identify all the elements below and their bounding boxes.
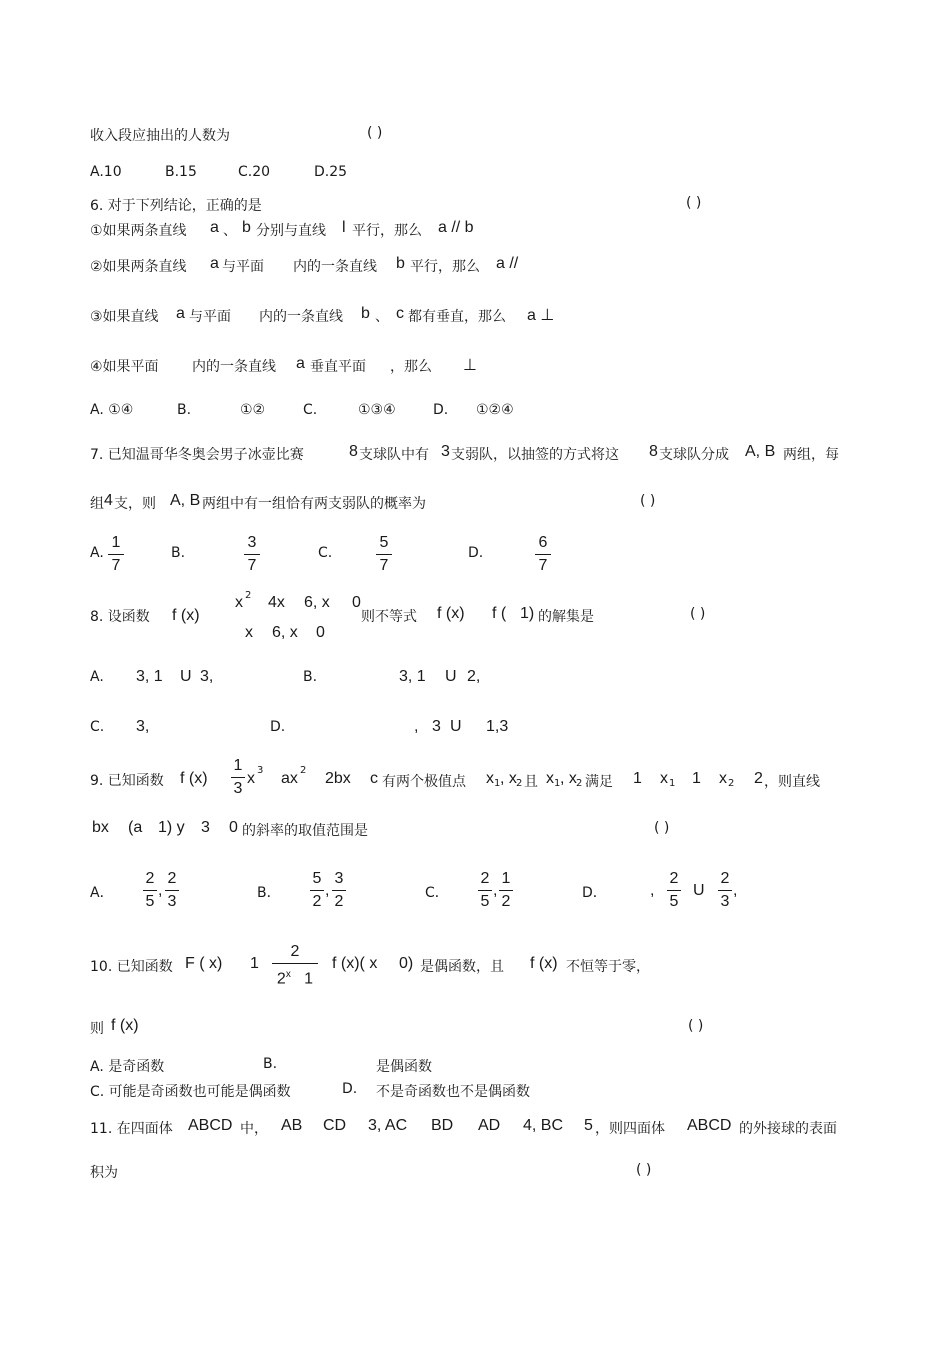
q8-option-a-label: A. <box>90 669 104 685</box>
q9-pts2-sub2: 2 <box>576 778 583 789</box>
q9-ax-exponent: 2 <box>300 765 307 776</box>
q11-line1-a: 11. 在四面体 <box>90 1121 173 1137</box>
denominator: 5 <box>669 893 679 910</box>
q7-line2-a: 组 <box>90 496 104 512</box>
q9-option-d-frac2 <box>718 869 732 912</box>
q5-option-b: B.15 <box>165 164 197 180</box>
fraction-bar <box>143 890 157 891</box>
q7-option-b-label: B. <box>171 545 186 561</box>
q11-line1-ab: AB <box>281 1117 303 1134</box>
numerator: 2 <box>720 870 730 887</box>
q6-option-c-value: ①③④ <box>358 402 396 418</box>
denominator: 3 <box>233 780 243 797</box>
denominator: 3 <box>167 893 177 910</box>
q9-stem: 9. 已知函数 <box>90 773 164 789</box>
q10-stem: 10. 已知函数 <box>90 959 173 975</box>
numerator: 3 <box>334 870 344 887</box>
q9-option-c-frac1 <box>478 869 492 912</box>
q10-one: 1 <box>250 955 259 972</box>
q9-pts2-sub1: 1 <box>554 778 561 789</box>
q11-line1-end: 的外接球的表面 <box>739 1121 837 1137</box>
fraction-bar <box>165 890 179 891</box>
numerator: 5 <box>312 870 322 887</box>
q6-stmt-3-i: a ⊥ <box>527 307 555 324</box>
q8-case1-4x: 4x <box>268 594 285 611</box>
q8-option-a-part1: 3, 1 <box>136 668 163 685</box>
q9-option-a-frac1 <box>143 869 157 912</box>
q9-cond-2: 2 <box>754 770 763 787</box>
q9-option-b-comma: , <box>325 882 330 899</box>
q7-line1-e: 支弱队，以抽签的方式将这 <box>451 447 619 463</box>
q11-answer-paren: ( ) <box>636 1162 652 1178</box>
q7-option-c-label: C. <box>318 545 333 561</box>
q6-stmt-3-f: 、 <box>375 309 389 325</box>
q10-option-b-text: 是偶函数 <box>376 1059 432 1075</box>
q8-option-b-part2: 2, <box>467 668 481 685</box>
q9-pts2-x: x <box>546 770 554 787</box>
q6-stmt-1-e: 分别与直线 <box>256 223 326 239</box>
q5-option-a: A.10 <box>90 164 122 180</box>
q9-extreme-text: 有两个极值点 <box>382 774 466 790</box>
numerator: 2 <box>480 870 490 887</box>
q8-function-fx: f (x) <box>172 607 200 624</box>
q6-stmt-3-c: 与平面 <box>189 309 231 325</box>
denominator-one: 1 <box>304 970 314 988</box>
q10-rest-fx: f (x)( x <box>332 955 378 972</box>
q6-stmt-2-b: a <box>210 255 219 272</box>
q8-option-a-part2: 3, <box>200 668 214 685</box>
q5-option-c: C.20 <box>238 164 271 180</box>
q7-option-a-label: A. <box>90 545 104 561</box>
q6-option-d-value: ①②④ <box>476 402 514 418</box>
q11-line1-4bc: 4, BC <box>523 1117 564 1134</box>
fraction-bar <box>667 890 681 891</box>
q7-line1-g: 支球队分成 <box>659 447 729 463</box>
q8-option-b-label: B. <box>303 669 318 685</box>
q10-option-d-text: 不是奇函数也不是偶函数 <box>376 1084 530 1100</box>
q11-line1-in: 中， <box>240 1121 268 1137</box>
q7-answer-paren: ( ) <box>640 493 656 509</box>
numerator: 1 <box>501 870 511 887</box>
q5-answer-paren: ( ) <box>367 125 383 141</box>
q9-pts-x: x <box>486 770 494 787</box>
denominator-exponent: x <box>285 969 291 980</box>
q9-fraction-one-third <box>231 756 245 799</box>
q6-stmt-2-f: 平行，那么 <box>410 259 480 275</box>
q9-option-d-comma1: , <box>650 882 655 899</box>
q9-line2-text: 的斜率的取值范围是 <box>242 823 368 839</box>
q10-line2-then: 则 <box>90 1021 104 1037</box>
numerator: 5 <box>379 534 389 551</box>
q9-pts2-x2: , x <box>560 770 577 787</box>
q9-cond-x: x <box>660 770 668 787</box>
q5-tail-text: 收入段应抽出的人数为 <box>90 128 230 144</box>
q7-line1-b: 8 <box>349 443 358 460</box>
q6-stmt-4-b: 内的一条直线 <box>192 359 276 375</box>
q10-rest-end: 不恒等于零， <box>566 959 650 975</box>
q6-stmt-2-e: b <box>396 255 405 272</box>
q7-line1-f: 8 <box>649 443 658 460</box>
q11-line1-ad: AD <box>478 1117 501 1134</box>
q11-line1-3ac: 3, AC <box>368 1117 408 1134</box>
q10-answer-paren: ( ) <box>688 1018 704 1034</box>
q6-option-b-label: B. <box>177 402 192 418</box>
q8-case2-zero: 0 <box>316 624 325 641</box>
q8-option-d-union: U <box>450 718 462 735</box>
q7-line2-e: 两组中有一组恰有两支弱队的概率为 <box>202 496 426 512</box>
q6-option-b-value: ①② <box>240 402 266 418</box>
numerator: 3 <box>247 534 257 551</box>
q6-stmt-4-a: ④如果平面 <box>90 359 159 375</box>
q7-option-a-fraction <box>108 533 124 576</box>
q9-ax: ax <box>281 770 298 787</box>
q6-stmt-3-h: 都有垂直，那么 <box>408 309 506 325</box>
q9-option-c-label: C． <box>425 885 449 901</box>
q5-option-d: D.25 <box>314 164 348 180</box>
denominator: 2 <box>501 893 511 910</box>
q6-stmt-1-b: a <box>210 219 219 236</box>
q8-case1-exponent: 2 <box>245 590 252 601</box>
denominator: 7 <box>247 557 257 574</box>
q10-option-b-label: B. <box>263 1056 278 1072</box>
q6-stmt-3-g: c <box>396 305 404 322</box>
q11-line1-abcd: ABCD <box>188 1117 233 1134</box>
q8-case1-x: x <box>235 594 243 611</box>
numerator: 6 <box>538 534 548 551</box>
fraction-bar <box>718 890 732 891</box>
q8-tail-f: f ( <box>492 605 507 622</box>
q9-line2-3: 3 <box>201 819 210 836</box>
q7-line1-i: 两组，每 <box>783 447 839 463</box>
q7-line2-d: A, B <box>170 492 201 509</box>
numerator: 2 <box>290 943 300 960</box>
q10-line2-fx: f (x) <box>111 1017 139 1034</box>
q6-stmt-3-d: 内的一条直线 <box>259 309 343 325</box>
q6-stmt-3-a: ③如果直线 <box>90 309 159 325</box>
q9-option-b-label: B． <box>257 885 281 901</box>
numerator: 2 <box>669 870 679 887</box>
q6-stem: 6. 对于下列结论，正确的是 <box>90 198 262 214</box>
q9-x-exponent: 3 <box>257 765 264 776</box>
q6-stmt-3-b: a <box>176 305 185 322</box>
fraction-bar <box>310 890 324 891</box>
denominator: 2 <box>312 893 322 910</box>
q9-option-b-frac1 <box>310 869 324 912</box>
q10-option-a: A. 是奇函数 <box>90 1059 165 1075</box>
q8-option-d-comma: , <box>414 718 419 735</box>
q8-case2-6x: 6, x <box>272 624 298 641</box>
q9-line2-a: (a <box>128 819 143 836</box>
fraction-bar <box>535 554 551 555</box>
q9-and: 且 <box>524 774 538 790</box>
fraction-bar <box>332 890 346 891</box>
q9-option-a-comma: , <box>158 882 163 899</box>
denominator: 2 <box>334 893 344 910</box>
q10-rest-text: 是偶函数，且 <box>420 959 504 975</box>
q6-stmt-4-d: 垂直平面 <box>310 359 366 375</box>
q6-stmt-1-f: l <box>342 219 346 236</box>
denominator: 5 <box>145 893 155 910</box>
q6-stmt-1-c: 、 <box>223 223 237 239</box>
q6-stmt-4-c: a <box>296 355 305 372</box>
q11-line1-bd: BD <box>431 1117 454 1134</box>
q10-option-d-label: D. <box>342 1081 358 1097</box>
q9-pts-sub1: 1 <box>494 778 501 789</box>
q10-Fx: F ( x) <box>185 955 223 972</box>
q7-option-c-fraction <box>376 533 392 576</box>
q6-option-c-label: C. <box>303 402 318 418</box>
q7-line2-c: 支，则 <box>114 496 156 512</box>
q9-function-fx: f (x) <box>180 770 208 787</box>
denominator: 5 <box>480 893 490 910</box>
q10-fraction <box>272 942 318 989</box>
q8-option-c-value: 3, <box>136 718 150 735</box>
q9-cond-x2: x <box>719 770 727 787</box>
q8-option-c-label: C. <box>90 719 105 735</box>
q11-line2: 积为 <box>90 1165 118 1181</box>
q8-option-b-union: U <box>445 668 457 685</box>
q9-c: c <box>370 770 378 787</box>
fraction-bar <box>272 963 318 964</box>
q8-tail-fx: f (x) <box>437 605 465 622</box>
denominator: 7 <box>538 557 548 574</box>
q7-line1-d: 3 <box>441 443 450 460</box>
q9-satisfy: 满足 <box>585 774 613 790</box>
q9-line2-y: 1) y <box>158 819 185 836</box>
q6-stmt-2-a: ②如果两条直线 <box>90 259 187 275</box>
q8-option-d-label: D. <box>270 719 286 735</box>
q9-pts-x2: , x <box>500 770 517 787</box>
q8-case1-6x: 6, x <box>304 594 330 611</box>
q8-case1-zero: 0 <box>352 594 361 611</box>
q8-tail-end: 的解集是 <box>538 609 594 625</box>
q10-option-c: C. 可能是奇函数也可能是偶函数 <box>90 1084 291 1100</box>
numerator: 1 <box>233 757 243 774</box>
fraction-bar <box>376 554 392 555</box>
q6-stmt-4-f: ⊥ <box>463 357 477 374</box>
denominator <box>272 965 318 989</box>
q6-stmt-3-e: b <box>361 305 370 322</box>
q8-option-d-part2: 1,3 <box>486 718 509 735</box>
q8-stem: 8. 设函数 <box>90 609 150 625</box>
q9-line2-0: 0 <box>229 819 238 836</box>
q6-option-a: A. ①④ <box>90 402 134 418</box>
q8-option-b-part1: 3, 1 <box>399 668 426 685</box>
q7-option-d-fraction <box>535 533 551 576</box>
q9-x: x <box>247 770 255 787</box>
q9-option-a-frac2 <box>165 869 179 912</box>
fraction-bar <box>499 890 513 891</box>
q7-line2-b: 4 <box>104 492 113 509</box>
q7-line1-c: 支球队中有 <box>359 447 429 463</box>
q6-stmt-4-e: ，那么 <box>390 359 432 375</box>
q9-option-d-frac1 <box>667 869 681 912</box>
q9-option-d-union: U <box>693 882 705 899</box>
fraction-bar <box>478 890 492 891</box>
q11-line1-5: 5 <box>584 1117 593 1134</box>
q8-answer-paren: ( ) <box>690 606 706 622</box>
q6-option-d-label: D. <box>433 402 449 418</box>
q9-line2-bx: bx <box>92 819 109 836</box>
q7-line1-h: A, B <box>745 443 776 460</box>
denominator: 3 <box>720 893 730 910</box>
q9-cond-tail: ，则直线 <box>764 774 820 790</box>
q9-cond-1: 1 <box>633 770 642 787</box>
q11-line1-then: ，则四面体 <box>595 1121 665 1137</box>
q9-option-b-frac2 <box>332 869 346 912</box>
q6-stmt-2-c: 与平面 <box>222 259 264 275</box>
q6-stmt-1-a: ①如果两条直线 <box>90 223 187 239</box>
q6-stmt-1-d: b <box>242 219 251 236</box>
q9-option-c-frac2 <box>499 869 513 912</box>
q9-2bx: 2bx <box>325 770 351 787</box>
q8-option-d-3: 3 <box>432 718 441 735</box>
q7-option-b-fraction <box>244 533 260 576</box>
numerator: 2 <box>167 870 177 887</box>
q8-tail-neg1: 1) <box>520 605 535 622</box>
q9-cond-sub1: 1 <box>669 778 676 789</box>
denominator-base: 2 <box>276 970 286 988</box>
q9-option-d-comma2: , <box>733 882 738 899</box>
q9-cond-sub2: 2 <box>728 778 735 789</box>
q6-stmt-2-g: a // <box>496 255 519 272</box>
q8-option-a-union: U <box>180 668 192 685</box>
q9-pts-sub2: 2 <box>516 778 523 789</box>
q6-stmt-1-g: 平行，那么 <box>352 223 422 239</box>
numerator: 1 <box>111 534 121 551</box>
denominator: 7 <box>111 557 121 574</box>
q6-answer-paren: ( ) <box>686 195 702 211</box>
q8-case2-x: x <box>245 624 253 641</box>
q8-tail-a: 则不等式 <box>361 609 417 625</box>
fraction-bar <box>108 554 124 555</box>
q9-option-d-label: D． <box>582 885 607 901</box>
q11-line1-cd: CD <box>323 1117 347 1134</box>
q9-option-a-label: A． <box>90 885 114 901</box>
q9-answer-paren: ( ) <box>654 820 670 836</box>
numerator: 2 <box>145 870 155 887</box>
q11-line1-abcd2: ABCD <box>687 1117 732 1134</box>
q9-option-c-comma: , <box>493 882 498 899</box>
fraction-bar <box>244 554 260 555</box>
q10-rest-0: 0) <box>399 955 414 972</box>
denominator: 7 <box>379 557 389 574</box>
q10-rest-fx2: f (x) <box>530 955 558 972</box>
q7-option-d-label: D. <box>468 545 484 561</box>
q6-stmt-1-h: a // b <box>438 219 474 236</box>
q6-stmt-2-d: 内的一条直线 <box>293 259 377 275</box>
q7-line1-a: 7. 已知温哥华冬奥会男子冰壶比赛 <box>90 447 304 463</box>
q9-cond-1b: 1 <box>692 770 701 787</box>
fraction-bar <box>231 777 245 778</box>
